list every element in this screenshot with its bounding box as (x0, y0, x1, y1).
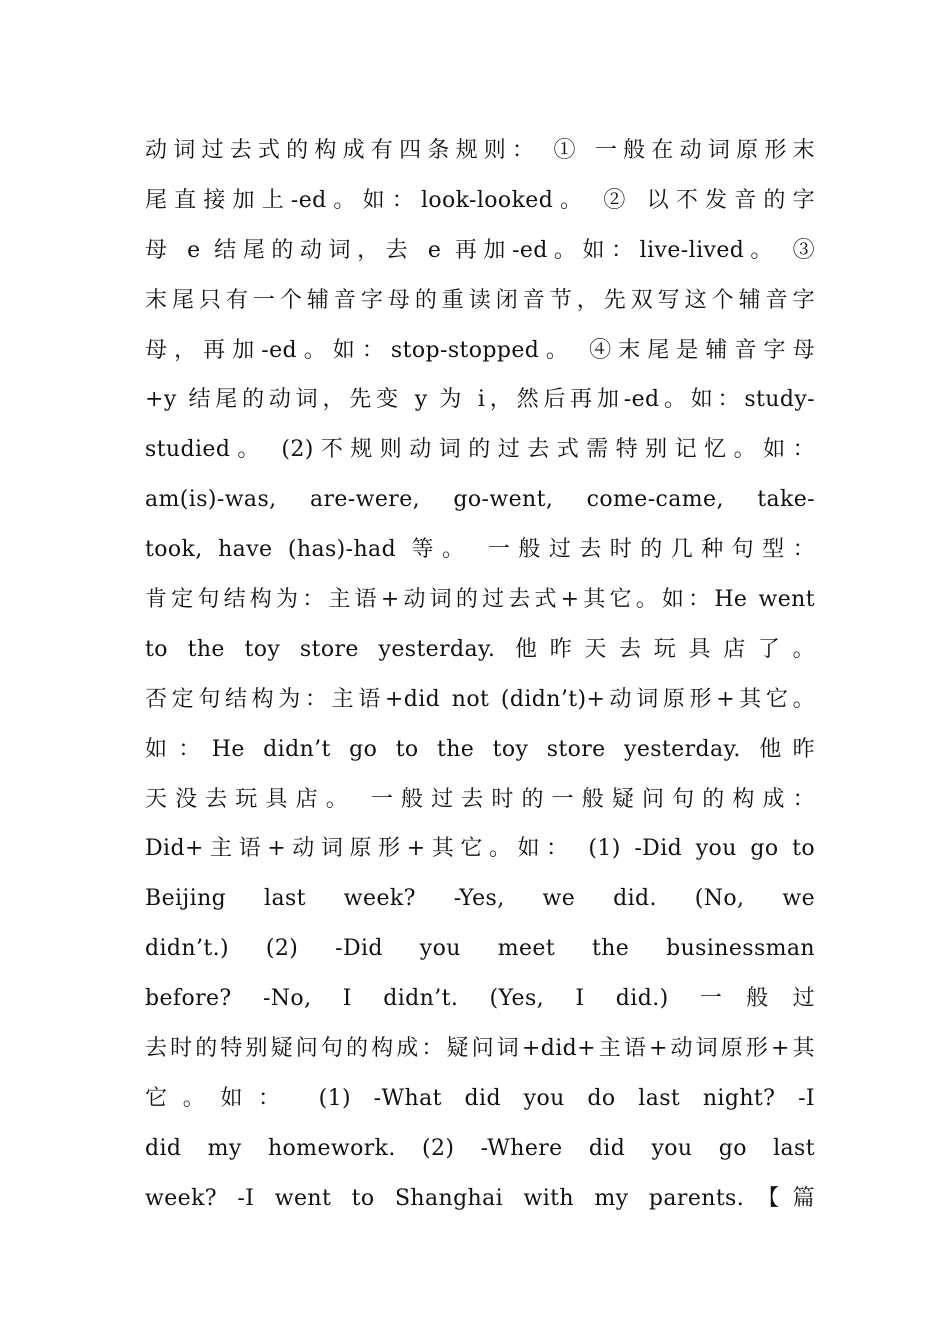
text-line: 尾直接加上-ed。如：look-looked。 ② 以不发音的字 (145, 187, 815, 213)
text-line: Did+主语+动词原形+其它。如： (1) -Did you go to (145, 836, 815, 862)
text-line: before? -No, I didn’t. (Yes, I did.) 一般过 (145, 986, 815, 1012)
text-line: 如：He didn’t go to the toy store yesterday. 他昨 (145, 736, 815, 762)
text-line: am(is)-was, are-were, go-went, come-came, take- (145, 487, 815, 513)
text-line: 末尾只有一个辅音字母的重读闭音节，先双写这个辅音字 (145, 287, 815, 313)
text-line: 母 e 结尾的动词，去 e 再加-ed。如：live-lived。 ③ (145, 237, 815, 263)
text-line: studied。 (2)不规则动词的过去式需特别记忆。如： (145, 437, 815, 463)
text-line: 肯定句结构为：主语+动词的过去式+其它。如：He went (145, 587, 815, 613)
text-line: didn’t.) (2) -Did you meet the businessman (145, 936, 815, 962)
text-line: took, have (has)-had 等。 一般过去时的几种句型： (145, 537, 815, 563)
text-line: 动词过去式的构成有四条规则： ① 一般在动词原形末 (145, 138, 815, 163)
text-line: 否定句结构为：主语+did not (didn’t)+动词原形+其它。 (145, 686, 815, 712)
text-line: Beijing last week? -Yes, we did. (No, we (145, 886, 815, 912)
text-line: 去时的特别疑问句的构成：疑问词+did+主语+动词原形+其 (145, 1036, 815, 1062)
text-line: 天没去玩具店。 一般过去时的一般疑问句的构成： (145, 786, 815, 812)
body-text (145, 126, 815, 1224)
text-line: week? -I went to Shanghai with my parents.【篇 (145, 1185, 815, 1211)
text-line: to the toy store yesterday. 他昨天去玩具店了。 (145, 636, 815, 662)
text-line: 母，再加-ed。如：stop-stopped。 ④末尾是辅音字母 (145, 337, 815, 363)
text-line: did my homework. (2) -Where did you go last (145, 1135, 815, 1161)
text-line: +y 结尾的动词，先变 y 为 i，然后再加-ed。如：study- (145, 387, 815, 413)
text-line: 它。如： (1) -What did you do last night? -I (145, 1085, 815, 1111)
